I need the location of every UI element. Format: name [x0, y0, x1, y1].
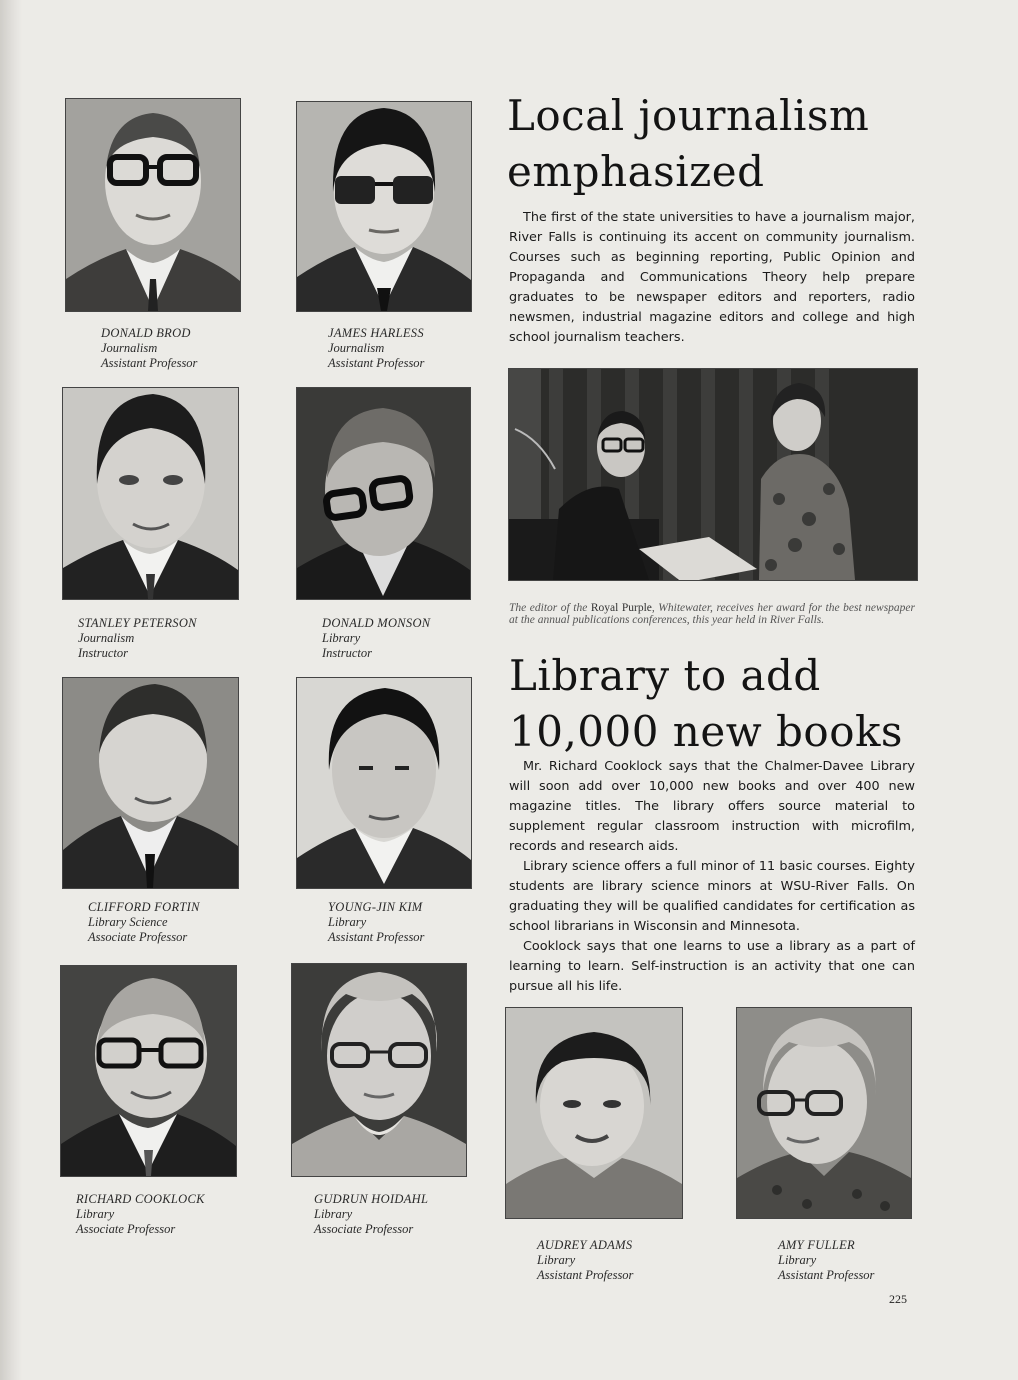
caption-donald-brod — [101, 326, 197, 371]
portrait-clifford-fortin — [62, 677, 239, 889]
faculty-title: Associate Professor — [88, 930, 188, 944]
faculty-department: Library — [778, 1253, 817, 1267]
faculty-department: Library Science — [88, 915, 168, 929]
caption-amy-fuller — [778, 1238, 874, 1283]
publication-name: Royal Purple — [590, 602, 652, 614]
faculty-department: Library — [328, 915, 367, 929]
headline-line: Library to add — [509, 651, 821, 700]
award-ceremony-photo — [508, 368, 918, 581]
caption-text: The editor of the — [509, 602, 591, 614]
faculty-title: Instructor — [78, 646, 128, 660]
faculty-name: STANLEY PETERSON — [78, 616, 197, 630]
article-journalism-body — [509, 208, 915, 348]
portrait-richard-cooklock — [60, 965, 237, 1177]
caption-clifford-fortin — [88, 900, 200, 945]
article-paragraph: Library science offers a full minor of 11 basic courses. Eighty students are library science minors at WSU-River Falls. On graduating they will be qualified candidates for certification as school librarians in Wisconsin and Minnesota. — [509, 859, 915, 934]
faculty-name: AMY FULLER — [778, 1238, 855, 1252]
portrait-young-jin-kim — [296, 677, 472, 889]
faculty-name: RICHARD COOKLOCK — [76, 1192, 205, 1206]
article-paragraph: The first of the state universities to have a journalism major, River Falls is continuing its accent on community journalism. Courses such as beginning reporting, Public Opinion and Propaganda and Communications Theory help prepare graduates to be newspaper editors and reporters, radio newsmen, industrial magazine editors and college and high school journalism teachers. — [509, 210, 915, 345]
faculty-department: Library — [314, 1207, 353, 1221]
portrait-amy-fuller — [736, 1007, 912, 1219]
caption-text: , Whitewater, receives her award for the best newspaper at the annual publications conferences, this year held in River Falls. — [509, 602, 916, 626]
page-binding-edge — [0, 0, 22, 1380]
article-paragraph: Cooklock says that one learns to use a library as a part of learning to learn. Self-instruction is an activity that one can pursue all his life. — [509, 939, 915, 994]
caption-donald-monson — [322, 616, 430, 661]
faculty-title: Assistant Professor — [537, 1268, 634, 1282]
faculty-name: DONALD MONSON — [322, 616, 431, 630]
article-library-body — [509, 757, 915, 997]
headline-line: Local journalism — [507, 91, 870, 140]
faculty-department: Journalism — [101, 341, 158, 355]
caption-young-jin-kim — [328, 900, 424, 945]
page-number: 225 — [889, 1292, 907, 1306]
faculty-title: Assistant Professor — [778, 1268, 875, 1282]
faculty-title: Assistant Professor — [101, 356, 198, 370]
faculty-name: DONALD BROD — [101, 326, 191, 340]
faculty-department: Library — [76, 1207, 115, 1221]
portrait-james-harless — [296, 101, 472, 312]
article-paragraph: Mr. Richard Cooklock says that the Chalmer-Davee Library will soon add over 10,000 new books and over 400 new magazine titles. The library offers source material to supplement regular classroom instruction with microfilm, records and research aids. — [509, 759, 915, 854]
faculty-name: CLIFFORD FORTIN — [88, 900, 200, 914]
headline-line: 10,000 new books — [509, 707, 903, 756]
faculty-name: GUDRUN HOIDAHL — [314, 1192, 429, 1206]
faculty-title: Associate Professor — [314, 1222, 414, 1236]
caption-gudrun-hoidahl — [314, 1192, 428, 1237]
caption-stanley-peterson — [78, 616, 197, 661]
faculty-department: Journalism — [78, 631, 135, 645]
headline-local-journalism — [507, 88, 869, 200]
portrait-donald-brod — [65, 98, 241, 312]
faculty-title: Assistant Professor — [328, 356, 425, 370]
faculty-name: AUDREY ADAMS — [537, 1238, 633, 1252]
faculty-title: Instructor — [322, 646, 372, 660]
portrait-stanley-peterson — [62, 387, 239, 600]
faculty-department: Journalism — [328, 341, 385, 355]
faculty-name: YOUNG-JIN KIM — [328, 900, 423, 914]
portrait-donald-monson — [296, 387, 471, 600]
faculty-department: Library — [537, 1253, 576, 1267]
portrait-gudrun-hoidahl — [291, 963, 467, 1177]
headline-library — [509, 648, 903, 760]
faculty-department: Library — [322, 631, 361, 645]
headline-line: emphasized — [507, 147, 765, 196]
caption-audrey-adams — [537, 1238, 633, 1283]
faculty-title: Assistant Professor — [328, 930, 425, 944]
faculty-name: JAMES HARLESS — [328, 326, 424, 340]
faculty-title: Associate Professor — [76, 1222, 176, 1236]
caption-james-harless — [328, 326, 424, 371]
award-photo-caption — [509, 602, 915, 626]
caption-richard-cooklock — [76, 1192, 205, 1237]
portrait-audrey-adams — [505, 1007, 683, 1219]
